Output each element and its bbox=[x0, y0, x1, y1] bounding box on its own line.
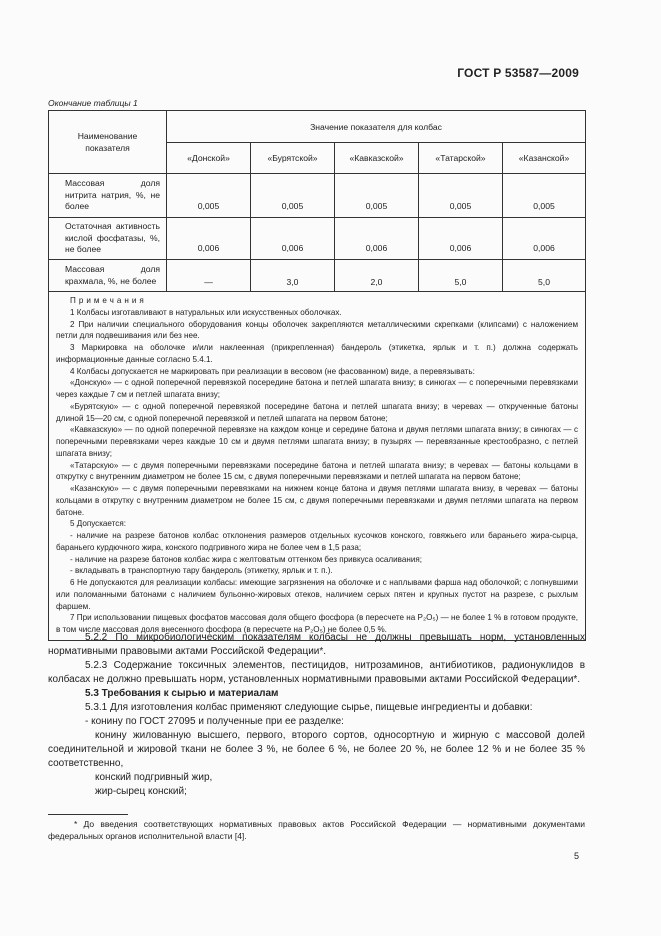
table-cell: 0,005 bbox=[335, 174, 419, 218]
note-item: «Бурятскую» — с одной поперечной перевязкой посередине батона и петлей шпагата внизу; в черевах — открученные батоны длиной 15—20 см, с одной поперечной перевязкой и петлей шпагата на первом батоне; bbox=[56, 401, 579, 423]
section-heading-5-3: 5.3 Требования к сырью и материалам bbox=[85, 688, 279, 699]
note-item: 3 Маркировка на оболочке и/или наклеенная (прикрепленная) бандероль (этикетка, ярлык и т. п.) должна содержать информационные данные согласно 5.4.1. bbox=[56, 343, 579, 364]
table-cell: 0,006 bbox=[251, 218, 335, 260]
table-cell: — bbox=[167, 260, 251, 292]
table-cell: 0,005 bbox=[419, 174, 503, 218]
requirements-table-container bbox=[48, 110, 585, 641]
list-item: - конину по ГОСТ 27095 и полученные при ее разделке: bbox=[85, 716, 344, 727]
column-header-donskoy: «Донской» bbox=[167, 143, 251, 174]
document-id: ГОСТ Р 53587—2009 bbox=[457, 66, 579, 80]
row-label-phosphatase: Остаточная активность кислой фосфатазы, %, не более bbox=[49, 218, 167, 260]
note-item: «Татарскую» — с двумя поперечными перевязками посередине батона и петлей шпагата внизу; в черевах — батоны кольцами в открутку с внутренним диаметром не более 15 см, с двумя поперечными перевязками и петлей шпагата на первом батоне; bbox=[56, 460, 579, 482]
table-row bbox=[49, 260, 586, 292]
note-item: 6 Не допускаются для реализации колбасы: имеющие загрязнения на оболочке и с наплывами фарша над оболочкой; с лопнувшими или поломанными батонами с наличием бульонно-жировых отеков, наличием серых пятен и крупных пустот на разрезе, с рыхлым фаршем. bbox=[56, 578, 579, 611]
table-cell: 0,005 bbox=[503, 174, 586, 218]
row-label-starch: Массовая доля крахмала, %, не более bbox=[49, 260, 167, 292]
note-item: «Казанскую» — с двумя поперечными перевязками на нижнем конце батона и двумя петлями шпагата внизу, в черевах — батоны кольцами в открутку с внутренним диаметром не более 15 см, с двумя поперечными перевязками и двумя петлями шпагата на первом батоне. bbox=[56, 484, 579, 517]
table-cell: 0,006 bbox=[167, 218, 251, 260]
note-item: - наличие на разрезе батонов колбас жира с желтоватым оттенком без привкуса осаливания; bbox=[70, 554, 422, 564]
table-cell: 3,0 bbox=[251, 260, 335, 292]
column-header-tatarskoy: «Татарской» bbox=[419, 143, 503, 174]
notes-title: Примечания bbox=[70, 296, 147, 305]
note-item: - наличие на разрезе батонов колбас отклонения размеров отдельных кусочков конского, говяжьего или бараньего жира-сырца, бараньего курдючного жира, конского подгривного жира не более чем в 1,5 раза; bbox=[56, 531, 579, 552]
table-notes bbox=[49, 292, 586, 641]
note-item: «Кавказскую» — по одной поперечной перевязке на каждом конце и середине батона и двумя петлями шпагата внизу; в синюгах — с поперечными перевязками через каждые 10 см и двумя петлями шпагата внизу; в пузырях — перевязанные крестообразно, с петлей шпагата внизу; bbox=[56, 425, 579, 458]
param-column-header: Наименование показателя bbox=[49, 111, 167, 174]
table-cell: 2,0 bbox=[335, 260, 419, 292]
list-item: жир-сырец конский; bbox=[95, 786, 187, 797]
paragraph-5-2-2: 5.2.2 По микробиологическим показателям колбасы не должны превышать норм, установленных нормативными правовыми актами Российской Федерации*. bbox=[48, 632, 585, 657]
note-item: 4 Колбасы допускается не маркировать при реализации в весовом (не фасованном) виде, а перевязывать: bbox=[70, 366, 475, 376]
list-item: конский подгривный жир, bbox=[95, 772, 213, 783]
requirements-table bbox=[48, 110, 586, 641]
table-cell: 0,006 bbox=[335, 218, 419, 260]
table-cell: 5,0 bbox=[419, 260, 503, 292]
page-number: 5 bbox=[573, 851, 579, 861]
column-header-kavkazskoy: «Кавказской» bbox=[335, 143, 419, 174]
column-header-buryatskoy: «Бурятской» bbox=[251, 143, 335, 174]
table-cell: 0,005 bbox=[251, 174, 335, 218]
row-label-nitrite: Массовая доля нитрита натрия, %, не более bbox=[49, 174, 167, 218]
main-text bbox=[48, 631, 585, 799]
table-caption: Окончание таблицы 1 bbox=[48, 98, 138, 108]
value-column-header: Значение показателя для колбас bbox=[167, 111, 586, 143]
table-row bbox=[49, 174, 586, 218]
paragraph-5-2-3: 5.2.3 Содержание токсичных элементов, пестицидов, нитрозаминов, антибиотиков, радионуклидов в колбасах не должно превышать норм, установленных нормативными правовыми актами Российской Федерации*. bbox=[48, 660, 585, 685]
footnote-text: * До введения соответствующих нормативных правовых актов Российской Федерации — нормативными документами федеральных органов исполнительной власти [4]. bbox=[48, 819, 585, 841]
note-item: «Донскую» — с одной поперечной перевязкой посередине батона и петлей шпагата внизу; в синюгах — с поперечными перевязками через каждые 7 см и петлей шпагата внизу; bbox=[56, 378, 579, 399]
table-cell: 0,006 bbox=[419, 218, 503, 260]
table-row bbox=[49, 218, 586, 260]
column-header-kazanskoy: «Казанской» bbox=[503, 143, 586, 174]
paragraph-5-3-1: 5.3.1 Для изготовления колбас применяют следующие сырье, пищевые ингредиенты и добавки: bbox=[85, 702, 533, 713]
note-item: 7 При использовании пищевых фосфатов массовая доля общего фосфора (в пересчете на P₂O₅) — не более 1 % в готовом продукте, в том числе массовая доля внесенного фосфора (в пересчете на P₂O₅) не более 0,5 %. bbox=[56, 613, 579, 634]
table-cell: 0,005 bbox=[167, 174, 251, 218]
table-cell: 0,006 bbox=[503, 218, 586, 260]
note-item: - вкладывать в транспортную тару бандероль (этикетку, ярлык и т. п.). bbox=[70, 566, 333, 576]
footnote bbox=[48, 818, 585, 842]
note-item: 1 Колбасы изготавливают в натуральных или искусственных оболочках. bbox=[70, 307, 342, 317]
note-item: 2 При наличии специального оборудования концы оболочек закрепляются металлическими скрепками (клипсами) с наложением петли для подвешивания или без нее. bbox=[56, 319, 579, 341]
footnote-separator bbox=[48, 814, 128, 815]
list-item: конину жилованную высшего, первого, второго сортов, односортную и жирную с массовой долей соединительной и жировой ткани не более 3 %, не более 6 %, не более 20 %, не более 12 % и не более 35 % соответственно, bbox=[48, 730, 585, 769]
table-cell: 5,0 bbox=[503, 260, 586, 292]
note-item: 5 Допускается: bbox=[70, 519, 126, 529]
